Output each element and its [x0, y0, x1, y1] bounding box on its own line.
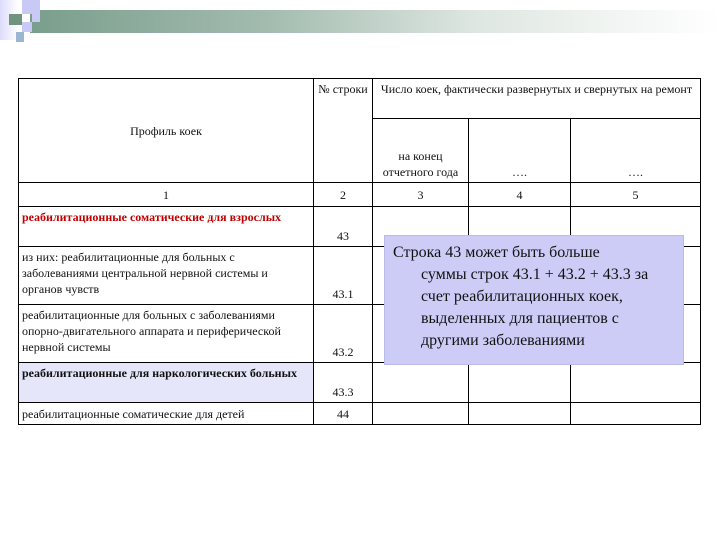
row-name: реабилитационные для больных с заболеваниями опорно-двигательного аппарата и периферической нервной системы: [18, 304, 314, 363]
decor-square: [9, 14, 22, 25]
table-cell[interactable]: [468, 402, 571, 425]
row-number: 44: [313, 402, 373, 425]
col-number: 1: [18, 182, 314, 207]
header-beds: Число коек, фактически развернутых и свернутых на ремонт: [372, 78, 701, 119]
decor-square: [22, 0, 32, 14]
row-number: 43.1: [313, 246, 373, 305]
col-number: 5: [570, 182, 701, 207]
callout-line1: Строка 43 может быть больше: [393, 244, 600, 261]
title-banner: [30, 10, 720, 33]
row-number: 43.3: [313, 362, 373, 403]
table-cell[interactable]: [372, 362, 469, 403]
row-number: 43.2: [313, 304, 373, 363]
header-end-of-year: на конец отчетного года: [372, 118, 469, 183]
decor-square: [22, 22, 32, 32]
decor-square: [32, 0, 40, 22]
table-cell[interactable]: [468, 362, 571, 403]
header-row-no: № строки: [313, 78, 373, 183]
header-profile: Профиль коек: [18, 78, 314, 183]
row-name: реабилитационные соматические для взрослых: [18, 206, 314, 247]
col-number: 4: [468, 182, 571, 207]
row-number: 43: [313, 206, 373, 247]
callout-line2: суммы строк 43.1 + 43.2 + 43.3 за счет реабилитационных коек, выделенных для пациентов с другими заболеваниями: [421, 266, 649, 349]
table-cell[interactable]: [372, 402, 469, 425]
header-col5: ….: [570, 118, 701, 183]
decor-square: [16, 32, 24, 42]
row-name: из них: реабилитационные для больных с заболеваниями центральной нервной системы и органов чувств: [18, 246, 314, 305]
col-number: 3: [372, 182, 469, 207]
note-callout: [384, 235, 684, 365]
header-col4: ….: [468, 118, 571, 183]
col-number: 2: [313, 182, 373, 207]
table-cell[interactable]: [570, 362, 701, 403]
row-name-highlighted: реабилитационные для наркологических больных: [18, 362, 314, 403]
table-cell[interactable]: [570, 402, 701, 425]
row-name: реабилитационные соматические для детей: [18, 402, 314, 425]
